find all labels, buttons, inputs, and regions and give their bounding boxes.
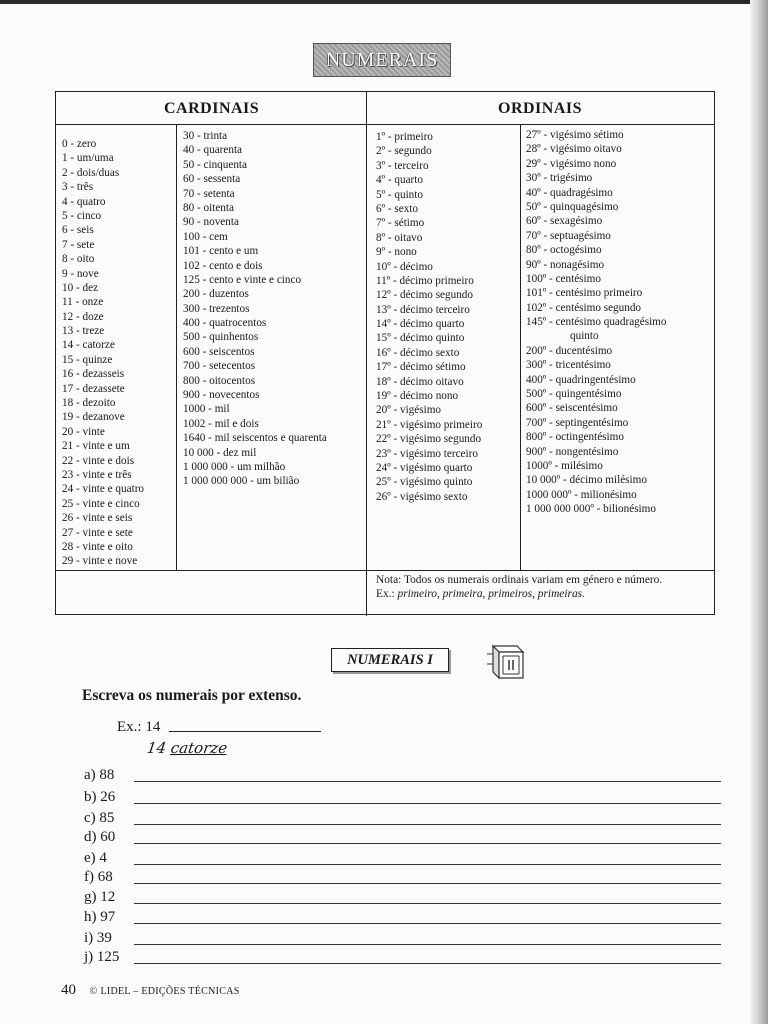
numeral-entry: 101º - centésimo primeiro xyxy=(526,287,643,300)
numeral-entry: 400 - quatrocentos xyxy=(183,317,267,330)
numeral-entry: 12º - décimo segundo xyxy=(376,289,473,302)
numeral-entry: 1000 - mil xyxy=(183,403,230,416)
ordinais-column-1 xyxy=(376,130,482,504)
example-label: Ex.: 14 xyxy=(117,719,161,735)
numeral-entry: 27º - vigésimo sétimo xyxy=(526,129,624,141)
numeral-entry: 19 - dezanove xyxy=(62,411,125,424)
numeral-entry: quinto xyxy=(570,330,599,343)
page-title: NUMERAIS xyxy=(325,48,439,71)
numeral-entry: 6 - seis xyxy=(62,224,94,237)
numerals-table xyxy=(55,91,715,615)
numeral-entry: 20 - vinte xyxy=(62,425,105,438)
table-center-divider xyxy=(366,92,367,616)
numeral-entry: 102 - cento e dois xyxy=(183,259,263,272)
note-example-words: primeiro, primeira, primeiros, primeiras. xyxy=(397,588,585,600)
answer-line[interactable] xyxy=(134,903,721,904)
numeral-entry: 18º - décimo oitavo xyxy=(376,375,464,388)
numeral-entry: 21º - vigésimo primeiro xyxy=(376,418,483,431)
numeral-entry: 3º - terceiro xyxy=(376,159,429,172)
exercise-item xyxy=(84,909,115,927)
ordinais-col-divider xyxy=(520,124,521,570)
answer-line[interactable] xyxy=(134,944,721,945)
table-note xyxy=(376,573,662,601)
numeral-entry: 60 - sessenta xyxy=(183,173,241,186)
numeral-entry: 900 - novecentos xyxy=(183,389,260,402)
table-header-divider xyxy=(56,124,714,125)
numeral-entry: 500º - quingentésimo xyxy=(526,388,622,401)
numeral-entry: 25 - vinte e cinco xyxy=(62,497,140,510)
numeral-entry: 8 - oito xyxy=(62,253,95,266)
exercise-title: NUMERAIS I xyxy=(347,651,433,668)
table-note-divider xyxy=(56,570,714,571)
numeral-entry: 21 - vinte e um xyxy=(62,440,130,453)
answer-line[interactable] xyxy=(134,843,721,844)
numeral-entry: 1 000 000 - um milhão xyxy=(183,460,286,473)
example-rule xyxy=(169,731,321,732)
numeral-entry: 9º - nono xyxy=(376,246,417,259)
answer-line[interactable] xyxy=(134,963,721,964)
numeral-entry: 50º - quinquagésimo xyxy=(526,200,619,213)
numeral-entry: 25º - vigésimo quinto xyxy=(376,476,473,489)
numeral-entry: 10 000 - dez mil xyxy=(183,446,257,459)
numeral-entry: 600 - seiscentos xyxy=(183,345,255,358)
numeral-entry: 1 000 000 000 - um bilião xyxy=(183,475,300,488)
note-example xyxy=(376,587,662,601)
ordinais-header: ORDINAIS xyxy=(498,100,583,117)
numeral-entry: 10º - décimo xyxy=(376,260,433,273)
numeral-entry: 700 - setecentos xyxy=(183,360,256,373)
numeral-entry: 90º - nonagésimo xyxy=(526,258,605,271)
answer-line[interactable] xyxy=(134,824,721,825)
numeral-entry: 50 - cinquenta xyxy=(183,158,247,171)
numeral-entry: 1 000 000 000º - bilionésimo xyxy=(526,503,656,516)
answer-line[interactable] xyxy=(134,883,721,884)
exercise-item-label: e) 4 xyxy=(84,850,107,866)
numeral-entry: 70 - setenta xyxy=(183,187,235,200)
note-text: Nota: Todos os numerais ordinais variam em género e número. xyxy=(376,574,663,586)
numeral-entry: 22 - vinte e dois xyxy=(62,454,135,467)
numeral-entry: 80º - octogésimo xyxy=(526,244,602,257)
answer-line[interactable] xyxy=(134,864,721,865)
numeral-entry: 15º - décimo quinto xyxy=(376,332,465,345)
numeral-entry: 5º - quinto xyxy=(376,188,423,201)
numeral-entry: 16º - décimo sexto xyxy=(376,346,460,359)
numeral-entry: 1000º - milésimo xyxy=(526,459,603,472)
numeral-entry: 40 - quarenta xyxy=(183,144,243,157)
exercise-item-label: b) 26 xyxy=(84,789,116,805)
exercise-item-label: f) 68 xyxy=(84,869,113,885)
numeral-entry: 101 - cento e um xyxy=(183,245,259,258)
numeral-entry: 28º - vigésimo oitavo xyxy=(526,143,622,156)
numeral-entry: 145º - centésimo quadragésimo xyxy=(526,316,667,329)
numeral-entry: 1000 000º - milionésimo xyxy=(526,488,637,501)
numeral-entry: 20º - vigésimo xyxy=(376,404,441,417)
numeral-entry: 80 - oitenta xyxy=(183,201,234,214)
exercise-item xyxy=(84,767,114,785)
numeral-entry: 5 - cinco xyxy=(62,209,102,222)
numeral-entry: 800 - oitocentos xyxy=(183,374,256,387)
numeral-entry: 90 - noventa xyxy=(183,216,239,229)
numeral-entry: 1002 - mil e dois xyxy=(183,417,259,430)
cardinais-col-divider xyxy=(176,124,177,570)
numeral-entry: 28 - vinte e oito xyxy=(62,540,133,553)
cube-icon xyxy=(479,640,527,682)
numeral-entry: 22º - vigésimo segundo xyxy=(376,433,482,446)
exercise-item-label: d) 60 xyxy=(84,829,116,845)
page-binding-edge xyxy=(750,0,768,1024)
numeral-entry: 26 - vinte e seis xyxy=(62,512,133,525)
answer-line[interactable] xyxy=(134,803,721,804)
exercise-item xyxy=(84,949,119,967)
numeral-entry: 1º - primeiro xyxy=(376,131,433,143)
numeral-entry: 400º - quadringentésimo xyxy=(526,373,636,386)
answer-line[interactable] xyxy=(134,781,721,782)
example-prompt xyxy=(117,719,160,736)
title-banner xyxy=(313,43,451,77)
exercise-item-label: a) 88 xyxy=(84,767,115,783)
cardinais-column-1 xyxy=(62,137,144,569)
exercise-item xyxy=(84,889,115,907)
numeral-entry: 1640 - mil seiscentos e quarenta xyxy=(183,432,327,445)
numeral-entry: 800º - octingentésimo xyxy=(526,431,624,444)
numeral-entry: 13º - décimo terceiro xyxy=(376,303,470,316)
numeral-entry: 24 - vinte e quatro xyxy=(62,483,145,496)
exercise-instruction: Escreva os numerais por extenso. xyxy=(82,687,302,704)
numeral-entry: 600º - seiscentésimo xyxy=(526,402,618,415)
numeral-entry: 10 - dez xyxy=(62,281,99,294)
example-answer-number: 14 xyxy=(145,739,168,757)
numeral-entry: 27 - vinte e sete xyxy=(62,526,133,539)
numeral-entry: 11º - décimo primeiro xyxy=(376,274,474,287)
numeral-entry: 1 - um/uma xyxy=(62,152,114,165)
exercise-item xyxy=(84,869,113,887)
numeral-entry: 100 - cem xyxy=(183,230,228,243)
numeral-entry: 0 - zero xyxy=(62,138,97,150)
numeral-entry: 10 000º - décimo milésimo xyxy=(526,474,647,487)
numeral-entry: 4 - quatro xyxy=(62,195,106,208)
numeral-entry: 30 - trinta xyxy=(183,130,228,142)
note-example-label: Ex.: xyxy=(376,588,398,600)
publisher-credit: © LIDEL – EDIÇÕES TÉCNICAS xyxy=(89,986,240,997)
numeral-entry: 23º - vigésimo terceiro xyxy=(376,447,478,460)
numeral-entry: 30º - trigésimo xyxy=(526,172,593,185)
numeral-entry: 200º - ducentésimo xyxy=(526,344,613,357)
numeral-entry: 11 - onze xyxy=(62,296,104,309)
numeral-entry: 24º - vigésimo quarto xyxy=(376,461,473,474)
numeral-entry: 6º - sexto xyxy=(376,202,418,215)
exercise-item xyxy=(84,829,115,847)
numeral-entry: 17º - décimo sétimo xyxy=(376,361,466,374)
exercise-item xyxy=(84,930,112,948)
numeral-entry: 300 - trezentos xyxy=(183,302,250,315)
numeral-entry: 500 - quinhentos xyxy=(183,331,259,344)
numeral-entry: 4º - quarto xyxy=(376,174,423,187)
numeral-entry: 15 - quinze xyxy=(62,353,113,366)
numeral-entry: 9 - nove xyxy=(62,267,99,280)
exercise-title-box xyxy=(331,648,449,672)
page-number: 40 xyxy=(61,982,76,998)
exercise-item xyxy=(84,850,107,868)
ordinais-column-2 xyxy=(526,128,666,517)
page-top-edge xyxy=(0,0,768,4)
numeral-entry: 102º - centésimo segundo xyxy=(526,301,642,314)
exercise-item-label: c) 85 xyxy=(84,810,115,826)
numeral-entry: 200 - duzentos xyxy=(183,288,249,301)
cardinais-header: CARDINAIS xyxy=(164,100,260,117)
cardinais-column-2 xyxy=(183,129,327,489)
numeral-entry: 125 - cento e vinte e cinco xyxy=(183,273,302,286)
numeral-entry: 29 - vinte e nove xyxy=(62,555,138,568)
numeral-entry: 16 - dezasseis xyxy=(62,368,125,381)
exercise-item xyxy=(84,789,115,807)
numeral-entry: 900º - nongentésimo xyxy=(526,445,619,458)
numeral-entry: 23 - vinte e três xyxy=(62,468,132,481)
numeral-entry: 26º - vigésimo sexto xyxy=(376,490,468,503)
exercise-item-label: g) 12 xyxy=(84,889,116,905)
example-answer-word: catorze xyxy=(169,739,229,757)
numeral-entry: 13 - treze xyxy=(62,325,105,338)
exercise-item-label: i) 39 xyxy=(84,930,112,946)
numeral-entry: 8º - oitavo xyxy=(376,231,423,244)
page-footer xyxy=(61,982,240,999)
numeral-entry: 7º - sétimo xyxy=(376,217,425,230)
exercise-item-label: h) 97 xyxy=(84,909,116,925)
numeral-entry: 29º - vigésimo nono xyxy=(526,157,617,170)
numeral-entry: 2 - dois/duas xyxy=(62,166,120,179)
exercise-item xyxy=(84,810,114,828)
numeral-entry: 17 - dezassete xyxy=(62,382,125,395)
numeral-entry: 300º - tricentésimo xyxy=(526,359,611,372)
exercise-item-label: j) 125 xyxy=(84,949,120,965)
numeral-entry: 3 - três xyxy=(62,181,94,194)
numeral-entry: 40º - quadragésimo xyxy=(526,186,613,199)
numeral-entry: 2º - segundo xyxy=(376,145,432,158)
numeral-entry: 14º - décimo quarto xyxy=(376,318,465,331)
answer-line[interactable] xyxy=(134,923,721,924)
numeral-entry: 700º - septingentésimo xyxy=(526,416,629,429)
numeral-entry: 60º - sexagésimo xyxy=(526,215,603,228)
numeral-entry: 18 - dezoito xyxy=(62,397,116,410)
numeral-entry: 100º - centésimo xyxy=(526,272,601,285)
numeral-entry: 19º - décimo nono xyxy=(376,390,459,403)
numeral-entry: 70º - septuagésimo xyxy=(526,229,611,242)
numeral-entry: 7 - sete xyxy=(62,238,95,251)
numeral-entry: 14 - catorze xyxy=(62,339,115,352)
example-answer xyxy=(146,739,229,757)
numeral-entry: 12 - doze xyxy=(62,310,104,323)
